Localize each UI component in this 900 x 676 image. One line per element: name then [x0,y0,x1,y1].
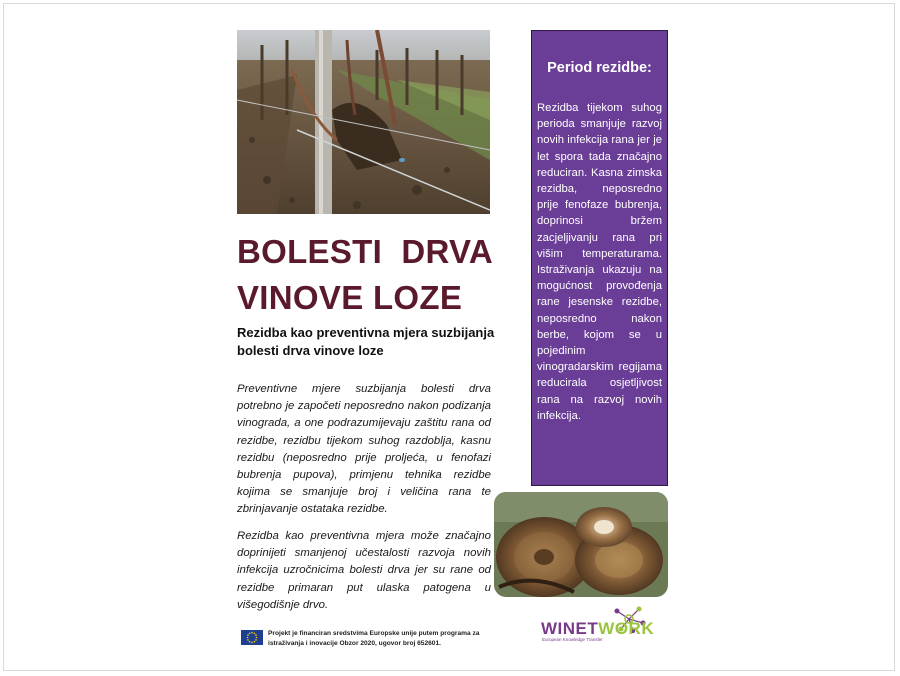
funding-notice [241,629,491,653]
pruning-period-box [531,30,668,486]
title-line-2: VINOVE LOZE [237,279,463,316]
body-paragraph-1: Preventivne mjere suzbijanja bolesti drva potrebno je započeti neposredno nakon podizanja vinograda, a one podrazumijevaju zaštitu rana od rezidbe, rezidbu tijekom suhog razdoblja, kasnu rezidbu (neposredno prije proljeća, u fenofazi bubrenja pupova), primjenu tehnika rezidbe kojima se smanjuje broj i veličina rana te zbrinjavanje ostataka rezidbe. [237,383,491,516]
page-title [237,229,493,321]
winetwork-logo [541,605,671,647]
vineyard-photo [237,30,490,214]
funding-text: Projekt je financiran sredstvima Europske unije putem programa za istraživanja i inovacije Obzor 2020, ugovor broj 652601. [268,630,480,647]
box-title: Period rezidbe: [547,60,652,76]
wood-cross-section-photo [494,492,668,597]
document-page [3,3,895,671]
subtitle: Rezidba kao preventivna mjera suzbijanja bolesti drva vinove loze [237,325,495,358]
body-paragraph-2: Rezidba kao preventivna mjera može značajno doprinijeti smanjenoj učestalosti razvoja novih infekcija uzročnicima bolesti drva jer su rane od rezidbe primaran put ulaska patogena u višegodišnje drvo. [237,530,491,611]
title-line-1: BOLESTI DRVA [237,233,493,270]
logo-word-part2: WORK [598,619,655,638]
box-text: Rezidba tijekom suhog perioda smanjuje razvoj novih infekcija rana jer je let spora tada značajno reduciran. Kasna zimska rezidba, neposredno prije fenofaze bubrenja, doprinosi bržem zacjeljivanju rana pri višim temperaturama. Istraživanja ukazuju na mogućnost provođenja rane jesenske rezidbe, neposredno nakon berbe, kojom se u pojedinim vinogradarskim regijama reducirala osjetljivost rana na razvoj novih infekcija. [537,102,662,422]
eu-flag-icon [241,630,263,645]
logo-wordmark [541,619,654,639]
logo-word-part1: WINET [541,619,599,638]
logo-tagline: European Knowledge Transfer [542,637,603,642]
